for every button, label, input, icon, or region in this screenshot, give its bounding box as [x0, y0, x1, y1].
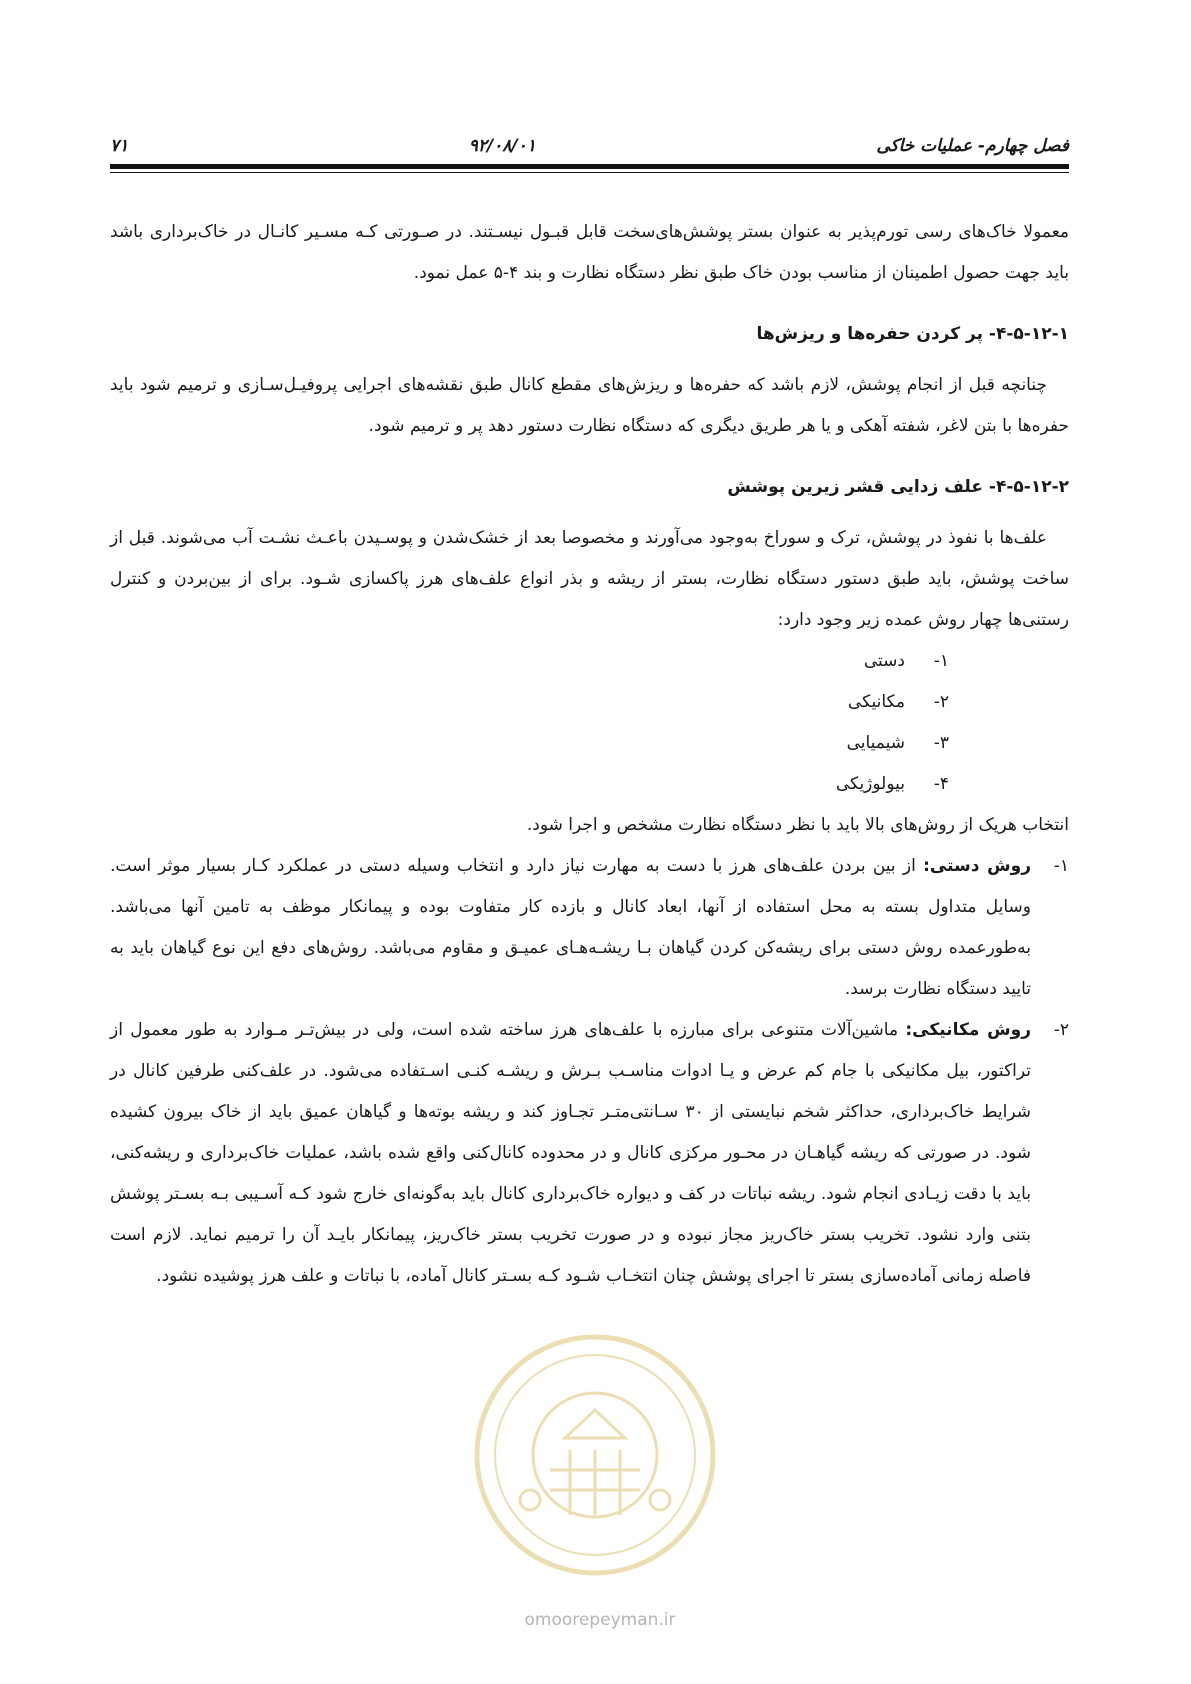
list-item: ۴- بیولوژیکی [835, 774, 949, 794]
page-content [110, 212, 1069, 1297]
section-heading-2: ۴-۵-۱۲-۲- علف زدایی قشر زیرین پوشش [727, 477, 1069, 497]
page-header [110, 128, 1069, 164]
method-text: از بین بردن علف‌های هرز با دست به مهارت نیاز دارد و انتخاب وسیله دستی در عملکرد کـار بسیار موثر است. وسایل متداول بسته به محل استفاده از آنها، ابعاد کانال و بازده کار متفاوت بوده و پیمانکار موظف به تامین آنها می‌باشد. به‌طورعمده روش دستی برای ریشه‌کن کردن گیاهان بـا ریشـه‌هـای عمیـق و مقاوم می‌باشد. روش‌های دفع این نوع گیاهان باید به تایید دستگاه نظارت برسد. [110, 856, 1031, 999]
page-number: ۷۱ [110, 136, 129, 156]
method-manual: ۱- روش دستی: از بین بردن علف‌های هرز با دست به مهارت نیاز دارد و انتخاب وسیله دستی در عملکرد کـار بسیار موثر است. وسایل متداول بسته به محل استفاده از آنها، ابعاد کانال و بازده کار متفاوت بوده و پیمانکار موظف به تامین آنها می‌باشد. به‌طورعمده روش دستی برای ریشه‌کن کردن گیاهان بـا ریشـه‌هـای عمیـق و مقاوم می‌باشد. روش‌های دفع این نوع گیاهان باید به تایید دستگاه نظارت برسد. [110, 856, 1069, 999]
seal-icon [470, 1330, 720, 1580]
method-label: روش مکانیکی: [905, 1020, 1031, 1040]
section-heading-1: ۴-۵-۱۲-۱- پر کردن حفره‌ها و ریزش‌ها [756, 324, 1069, 344]
list-item: ۳- شیمیایی [846, 733, 949, 753]
section-paragraph-2: علف‌ها با نفوذ در پوشش، ترک و سوراخ به‌وجود می‌آورند و مخصوصا بعد از خشک‌شدن و پوسـیدن باعـث نشـت آب می‌شوند. قبل از ساخت پوشش، باید طبق دستور دستگاه نظارت، بستر از ریشه و بذر انواع علف‌های هرز پاکسازی شـود. برای از بین‌بردن و کنترل رستنی‌ها چهار روش عمده زیر وجود دارد: [110, 528, 1069, 630]
selection-note: انتخاب هریک از روش‌های بالا باید با نظر دستگاه نظارت مشخص و اجرا شود. [526, 815, 1069, 835]
method-text: ماشین‌آلات متنوعی برای مبارزه با علف‌های هرز ساخته شده است، ولی در بیش‌تـر مـوارد به طور معمول از تراکتور، بیل مکانیکی با جام کم عرض و یـا ادوات مناسـب بـرش و ریشـه کنـی اسـتفاده می‌شود. در علف‌کنی طرفین کانال در شرایط خاک‌برداری، حداکثر شخم نبایستی از ۳۰ سـانتی‌متـر تجـاوز کند و ریشه بوته‌ها و گیاهان عمیق باید از خاک بیرون کشیده شود. در صورتی که ریشه گیاهـان در محـور مرکزی کانال و در محدوده کانال‌کنی واقع شده باشد، عملیات خاک‌برداری و ریشه‌کنی، باید با دقت زیـادی انجام شود. ریشه نباتات در کف و دیواره خاک‌برداری کانال باید به‌گونه‌ای خارج شود کـه آسـیبی بـه بسـتر پوشش بتنی وارد نشود. تخریب بستر خاک‌ریز مجاز نبوده و در صورت تخریب بستر خاک‌ریز، پیمانکار بایـد آن را ترمیم نماید. لازم است فاصله زمانی آماده‌سازی بستر تا اجرای پوشش چنان انتخـاب شـود کـه بسـتر کانال آماده، با نباتات و علف هرز پوشیده نشود. [110, 1020, 1031, 1286]
list-item: ۲- مکانیکی [847, 692, 949, 712]
methods-list [110, 641, 1069, 805]
method-mechanical: ۲- روش مکانیکی: ماشین‌آلات متنوعی برای مبارزه با علف‌های هرز ساخته شده است، ولی در بیش‌تـر مـوارد به طور معمول از تراکتور، بیل مکانیکی با جام کم عرض و یـا ادوات مناسـب بـرش و ریشـه کنـی اسـتفاده می‌شود. در علف‌کنی طرفین کانال در شرایط خاک‌برداری، حداکثر شخم نبایستی از ۳۰ سـانتی‌متـر تجـاوز کند و ریشه بوته‌ها و گیاهان عمیق باید از خاک بیرون کشیده شود. در صورتی که ریشه گیاهـان در محـور مرکزی کانال و در محدوده کانال‌کنی واقع شده باشد، عملیات خاک‌برداری و ریشه‌کنی، باید با دقت زیـادی انجام شود. ریشه نباتات در کف و دیواره خاک‌برداری کانال باید به‌گونه‌ای خارج شود کـه آسـیبی بـه بسـتر پوشش بتنی وارد نشود. تخریب بستر خاک‌ریز مجاز نبوده و در صورت تخریب بستر خاک‌ریز، پیمانکار بایـد آن را ترمیم نماید. لازم است فاصله زمانی آماده‌سازی بستر تا اجرای پوشش چنان انتخـاب شـود کـه بسـتر کانال آماده، با نباتات و علف هرز پوشیده نشود. [110, 1020, 1069, 1286]
header-rule-thin [110, 172, 1069, 173]
document-date: ۹۲/۰۸/۰۱ [468, 136, 536, 156]
method-label: روش دستی: [923, 856, 1031, 876]
section-paragraph-1: چنانچه قبل از انجام پوشش، لازم باشد که حفره‌ها و ریزش‌های مقطع کانال طبق نقشه‌های اجرایی پروفیـل‌سـازی و ترمیم شود باید حفره‌ها با بتن لاغر، شفته آهکی و یا هر طریق دیگری که دستگاه نظارت دستور دهد پر و ترمیم شود. [110, 375, 1069, 436]
chapter-title: فصل چهارم- عملیات خاکی [876, 136, 1069, 156]
list-item: ۱- دستی [863, 651, 949, 671]
watermark-url: omoorepeyman.ir [524, 1610, 676, 1630]
header-rule-thick [110, 164, 1069, 169]
intro-paragraph: معمولا خاک‌های رسی تورم‌پذیر به عنوان بستر پوشش‌های‌سخت قابل قبـول نیسـتند. در صـورتی کـه مسـیر کانـال در خاک‌برداری باشد باید جهت حصول اطمینان از مناسب بودن خاک طبق نظر دستگاه نظارت و بند ۴-۵ عمل نمود. [110, 222, 1069, 283]
